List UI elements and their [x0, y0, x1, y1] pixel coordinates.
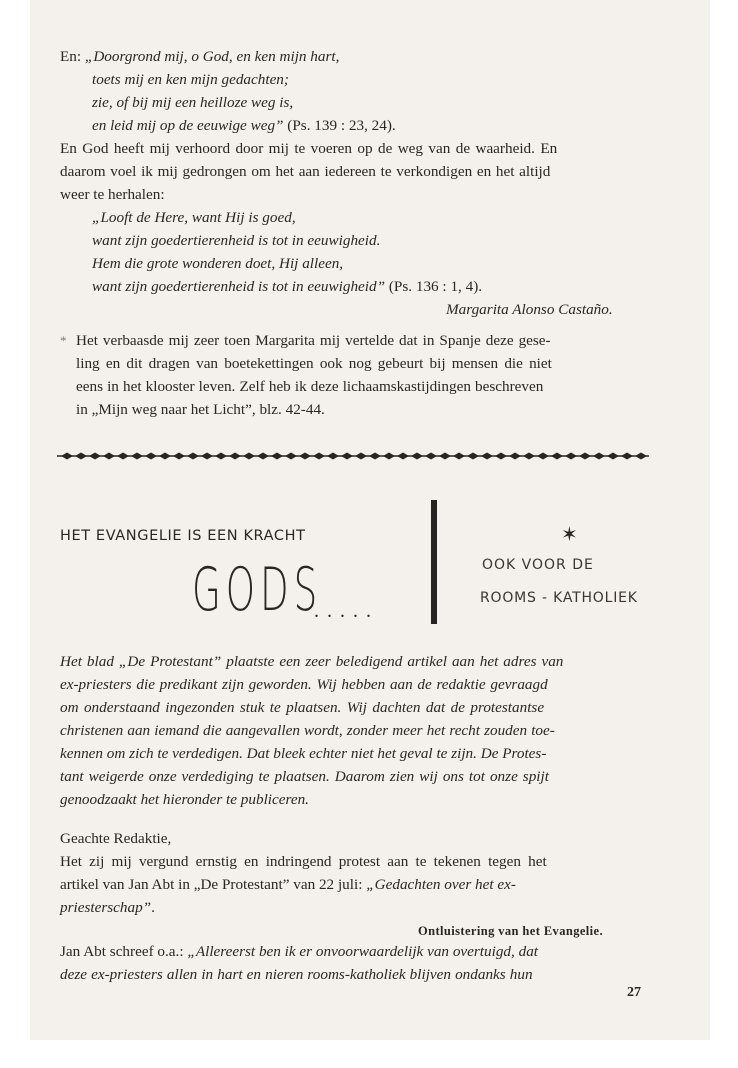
- psalm-line-4: [92, 277, 482, 297]
- letter-line-2-title: „Gedachten over het ex-: [366, 876, 516, 893]
- intro-line-5: kennen om zich te verdedigen. Dat bleek echter niet het geval te zijn. De Protes-: [60, 745, 547, 762]
- intro-line-6: tant weigerde onze verdediging te plaatsen. Daarom zien wij ons tot onze spijt: [60, 768, 549, 785]
- banner-big-word: GODS: [192, 555, 323, 625]
- banner-right-line-1: OOK VOOR DE: [482, 557, 594, 573]
- text-line-7: weer te herhalen:: [60, 186, 165, 203]
- footnote-line-4: in „Mijn weg naar het Licht”, blz. 42-44.: [76, 401, 325, 418]
- letter-line-5: deze ex-priesters allen in hart en nieren rooms-katholiek blijven ondanks hun: [60, 966, 533, 983]
- divider-diamond: [607, 453, 619, 460]
- banner-vertical-bar: [431, 500, 437, 624]
- divider-diamond: [411, 453, 423, 460]
- divider-diamond: [327, 453, 339, 460]
- poem-line-1-text: „Doorgrond mij, o God, en ken mijn hart,: [84, 48, 340, 65]
- footnote-mark: *: [60, 333, 67, 348]
- footnote-line-2: ling en dit dragen van boetekettingen ook nog gebeurt bij mensen die niet: [76, 355, 552, 372]
- divider-diamond: [243, 453, 255, 460]
- letter-line-4-text: Jan Abt schreef o.a.:: [60, 943, 188, 960]
- divider-diamond: [425, 453, 437, 460]
- banner-left-title: HET EVANGELIE IS EEN KRACHT: [60, 528, 306, 544]
- poem-line-3: zie, of bij mij een heilloze weg is,: [92, 94, 294, 111]
- divider-diamond: [481, 453, 493, 460]
- intro-line-1: Het blad „De Protestant” plaatste een zeer beledigend artikel aan het adres van: [60, 653, 564, 670]
- divider-diamond: [299, 453, 311, 460]
- divider-diamond: [565, 453, 577, 460]
- footnote-line-1: Het verbaasde mij zeer toen Margarita mij vertelde dat in Spanje deze gese-: [76, 332, 551, 349]
- psalm-line-1: „Looft de Here, want Hij is goed,: [92, 209, 296, 226]
- divider-diamond: [383, 453, 395, 460]
- letter-salutation: Geachte Redaktie,: [60, 830, 172, 847]
- letter-line-2: [60, 875, 516, 895]
- divider-diamond: [453, 453, 465, 460]
- divider-diamond: [537, 453, 549, 460]
- poem-line-2: toets mij en ken mijn gedachten;: [92, 71, 289, 88]
- divider-diamond: [145, 453, 157, 460]
- divider-diamond: [285, 453, 297, 460]
- letter-line-1: Het zij mij vergund ernstig en indringend protest aan te tekenen tegen het: [60, 853, 547, 870]
- poem-prefix: En:: [60, 48, 85, 65]
- intro-line-4: christenen aan iemand die aangevallen wordt, zonder meer het recht zouden toe-: [60, 722, 555, 739]
- divider-diamond: [61, 453, 73, 460]
- poem-line-4-text: en leid mij op de eeuwige weg”: [92, 117, 284, 134]
- divider-diamond: [467, 453, 479, 460]
- divider-diamond: [579, 453, 591, 460]
- divider-diamond: [89, 453, 101, 460]
- decorative-divider: [57, 451, 649, 461]
- divider-diamond: [439, 453, 451, 460]
- banner-dots: .....: [314, 600, 379, 622]
- text-line-5: En God heeft mij verhoord door mij te voeren op de weg van de waarheid. En: [60, 140, 558, 157]
- divider-diamond: [509, 453, 521, 460]
- psalm-line-4-reference: (Ps. 136 : 1, 4).: [385, 278, 483, 295]
- divider-diamond: [369, 453, 381, 460]
- section-subheading: Ontluistering van het Evangelie.: [418, 924, 604, 938]
- divider-diamond: [593, 453, 605, 460]
- divider-diamond: [271, 453, 283, 460]
- poem-line-1: [60, 47, 339, 67]
- intro-line-7: genoodzaakt het hieronder te publiceren.: [60, 791, 309, 808]
- divider-diamond: [187, 453, 199, 460]
- psalm-line-2: want zijn goedertierenheid is tot in eeuwigheid.: [92, 232, 381, 249]
- divider-diamond: [229, 453, 241, 460]
- intro-line-2: ex-priesters die predikant zijn geworden. Wij hebben aan de redaktie gevraagd: [60, 676, 548, 693]
- divider-diamond: [523, 453, 535, 460]
- banner-right-line-2: ROOMS - KATHOLIEK: [480, 590, 638, 606]
- divider-diamond: [131, 453, 143, 460]
- psalm-line-4-text: want zijn goedertierenheid is tot in eeuwigheid”: [92, 278, 386, 295]
- divider-diamond: [495, 453, 507, 460]
- letter-line-3: [60, 898, 155, 918]
- divider-diamond: [159, 453, 171, 460]
- letter-line-3-title: priesterschap”: [60, 899, 152, 916]
- divider-diamond: [173, 453, 185, 460]
- letter-line-4-quote: „Allereerst ben ik er onvoorwaardelijk van overtuigd, dat: [187, 943, 539, 960]
- star-icon: ✶: [561, 524, 578, 546]
- divider-diamond: [341, 453, 353, 460]
- footnote-line-3: eens in het klooster leven. Zelf heb ik deze lichaamskastijdingen beschreven: [76, 378, 544, 395]
- divider-diamond: [257, 453, 269, 460]
- divider-diamond: [313, 453, 325, 460]
- divider-diamond: [215, 453, 227, 460]
- divider-diamond: [201, 453, 213, 460]
- letter-line-2-text: artikel van Jan Abt in „De Protestant” van 22 juli:: [60, 876, 367, 893]
- divider-diamond: [621, 453, 633, 460]
- poem-line-4-reference: (Ps. 139 : 23, 24).: [283, 117, 396, 134]
- divider-diamond: [103, 453, 115, 460]
- divider-diamond: [75, 453, 87, 460]
- letter-line-3-punct: .: [151, 899, 155, 916]
- divider-diamond: [355, 453, 367, 460]
- divider-diamond: [397, 453, 409, 460]
- intro-line-3: om onderstaand ingezonden stuk te plaatsen. Wij dachten dat de protestantse: [60, 699, 545, 716]
- divider-diamond: [551, 453, 563, 460]
- divider-diamond: [117, 453, 129, 460]
- letter-line-4: [60, 942, 538, 962]
- page-number: 27: [627, 985, 641, 1000]
- signature: Margarita Alonso Castaño.: [446, 301, 613, 318]
- poem-line-4: [92, 116, 396, 136]
- psalm-line-3: Hem die grote wonderen doet, Hij alleen,: [92, 255, 344, 272]
- divider-diamond: [635, 453, 647, 460]
- text-line-6: daarom voel ik mij gedrongen om het aan iedereen te verkondigen en het altijd: [60, 163, 551, 180]
